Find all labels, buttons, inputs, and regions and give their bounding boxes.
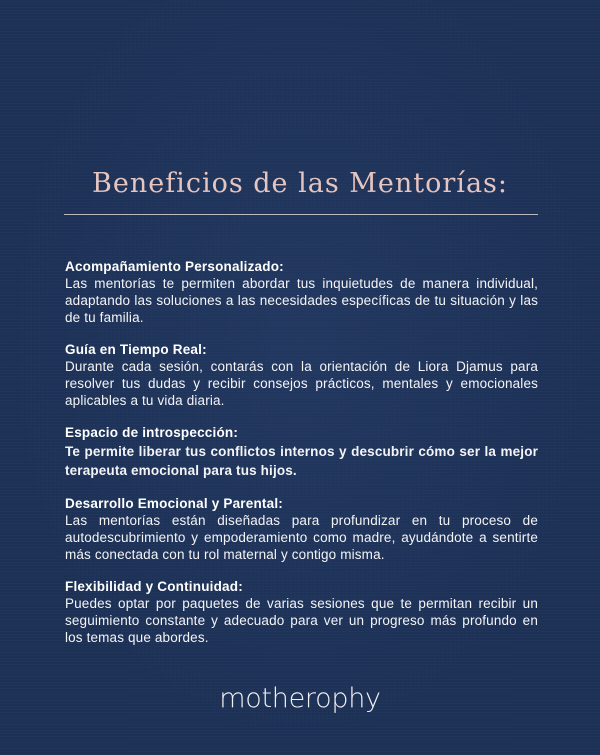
benefit-heading: Flexibilidad y Continuidad: — [65, 579, 243, 594]
benefit-heading: Desarrollo Emocional y Parental: — [65, 496, 283, 511]
benefit-heading: Acompañamiento Personalizado: — [65, 259, 284, 274]
benefit-body: Las mentorías están diseñadas para profundizar en tu proceso de autodescubrimiento y empoderamiento como madre, ayudándote a sentirte más conectada con tu rol maternal y contigo misma. — [65, 513, 538, 562]
benefit-real-time-guidance — [65, 341, 538, 409]
benefit-introspection-space — [65, 424, 538, 480]
benefit-heading: Espacio de introspección: — [65, 425, 239, 440]
benefits-list — [65, 258, 538, 661]
benefit-body: Durante cada sesión, contarás con la orientación de Liora Djamus para resolver tus dudas y recibir consejos prácticos, mentales y emocionales aplicables a tu vida diaria. — [65, 359, 538, 408]
benefit-heading: Guía en Tiempo Real: — [65, 342, 207, 357]
benefit-emotional-development — [65, 495, 538, 563]
title-divider — [64, 214, 538, 215]
benefit-body: Te permite liberar tus conflictos internos y descubrir cómo ser la mejor terapeuta emocional para tus hijos. — [65, 444, 538, 478]
brand-logo: motherophy — [219, 683, 381, 714]
benefit-body: Las mentorías te permiten abordar tus inquietudes de manera individual, adaptando las soluciones a las necesidades específicas de tu situación y las de tu familia. — [65, 276, 538, 325]
page-title: Beneficios de las Mentorías: — [92, 168, 508, 199]
benefit-flexibility — [65, 578, 538, 646]
benefit-body: Puedes optar por paquetes de varias sesiones que te permitan recibir un seguimiento constante y adecuado para ver un progreso más profundo en los temas que abordes. — [65, 596, 538, 645]
benefit-personalized-support — [65, 258, 538, 326]
